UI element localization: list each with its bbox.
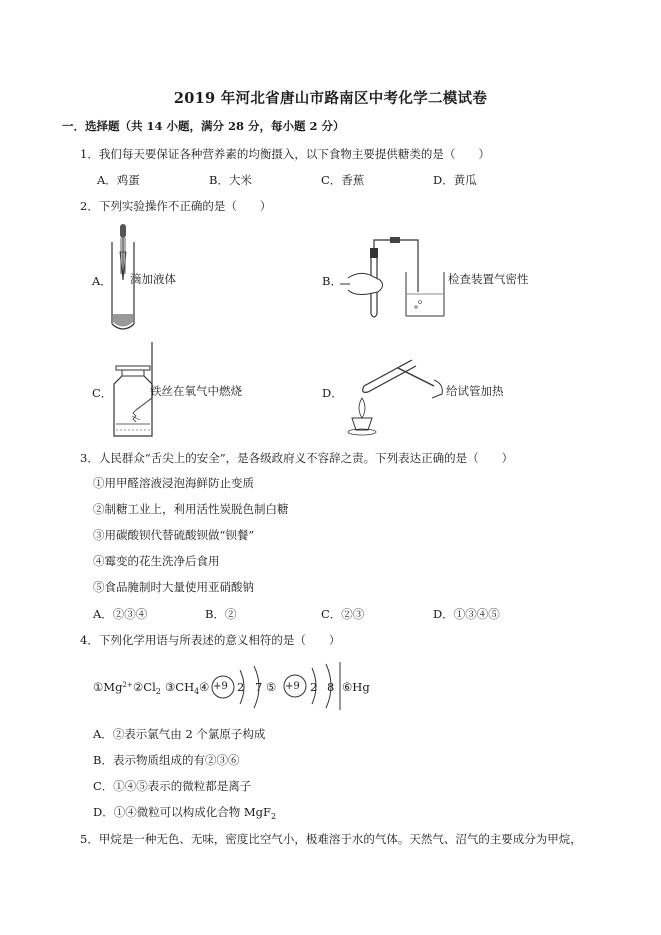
q2-option-b-letter[interactable]: B． (322, 274, 342, 288)
nucleus-2-charge: +9 (285, 681, 300, 692)
q4-formula-5-label: ⑤ (266, 680, 277, 694)
q4-formula-4-label: ④ (199, 680, 210, 694)
q2-caption-a: 滴加液体 (130, 272, 176, 286)
q3-item-2: ②制糖工业上，利用活性炭脱色制白糖 (93, 502, 289, 516)
question-3-stem: 3．人民群众“舌尖上的安全”，是各级政府义不容辞之责。下列表达正确的是（ ） (80, 451, 514, 465)
q2-option-a-letter[interactable]: A． (92, 274, 112, 288)
q1-option-c[interactable]: C．香蕉 (321, 173, 365, 187)
page-title: 2019 年河北省唐山市路南区中考化学二模试卷 (173, 90, 488, 107)
q2-caption-d: 给试管加热 (446, 384, 504, 398)
airtightness-check-figure (340, 232, 452, 322)
q4-formula-1: $①Mg^{2+}$ (93, 680, 133, 694)
question-1-stem: 1．我们每天要保证各种营养素的均衡摄入，以下食物主要提供糖类的是（ ） (80, 147, 490, 161)
q4-option-c[interactable]: C．①④⑤表示的微粒都是离子 (93, 779, 252, 793)
q1-option-d[interactable]: D．黄瓜 (433, 173, 477, 187)
q3-option-d[interactable]: D．①③④⑤ (433, 607, 500, 621)
shell-2a-electrons: 2 (310, 680, 318, 694)
section-heading: 一．选择题（共 14 小题，满分 28 分，每小题 2 分） (62, 119, 345, 133)
question-5-stem: 5．甲烷是一种无色、无味，密度比空气小，极难溶于水的气体。天然气、沼气的主要成分为甲烷， (80, 832, 582, 846)
nucleus-1-charge: +9 (213, 681, 228, 692)
q3-option-c[interactable]: C．②③ (321, 607, 365, 621)
q4-option-a[interactable]: A．②表示氯气由 2 个氯原子构成 (93, 727, 266, 741)
q2-option-d-letter[interactable]: D． (322, 386, 343, 400)
shell-2b-electrons: 8 (327, 680, 335, 694)
q1-option-b[interactable]: B．大米 (209, 173, 252, 187)
shell-1a-electrons: 2 (237, 680, 245, 694)
heating-test-tube-figure (342, 346, 450, 436)
q3-item-4: ④霉变的花生洗净后食用 (93, 554, 220, 568)
q1-option-a[interactable]: A．鸡蛋 (97, 173, 140, 187)
q4-formula-3: $③CH_4$ (165, 680, 200, 696)
q4-formula-6: ⑥Hg (342, 680, 370, 694)
q3-item-3: ③用碳酸钡代替硫酸钡做“钡餐” (93, 528, 255, 542)
q2-caption-b: 检查装置气密性 (448, 272, 529, 286)
q3-option-a[interactable]: A．②③④ (93, 607, 148, 621)
q3-option-b[interactable]: B．② (205, 607, 237, 621)
q2-caption-c: 铁丝在氧气中燃烧 (150, 384, 242, 398)
q2-option-c-letter[interactable]: C． (92, 386, 113, 400)
q3-item-5: ⑤食品腌制时大量使用亚硝酸钠 (93, 580, 254, 594)
q3-item-1: ①用甲醛溶液浸泡海鲜防止变质 (93, 476, 254, 490)
shell-1b-electrons: 7 (255, 680, 263, 694)
q4-formula-2: $②Cl_2$ (133, 680, 161, 696)
q4-option-b[interactable]: B．表示物质组成的有②③⑥ (93, 753, 240, 767)
q4-option-d[interactable]: D．①④微粒可以构成化合物 MgF$_2$ (93, 805, 277, 821)
question-2-stem: 2．下列实验操作不正确的是（ ） (80, 199, 272, 213)
question-4-stem: 4．下列化学用语与所表述的意义相符的是（ ） (80, 633, 341, 647)
